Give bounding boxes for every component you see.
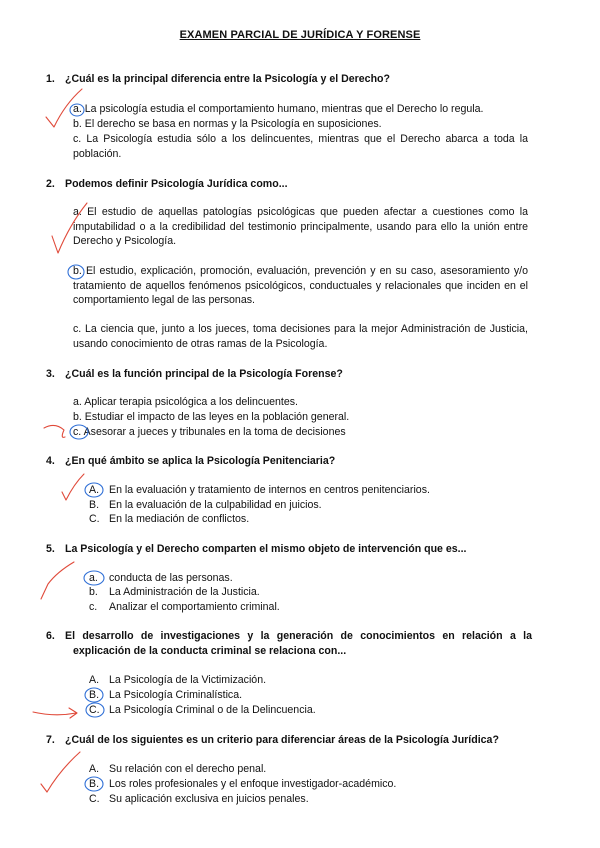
option-letter: A.: [89, 484, 100, 496]
option-letter: c.: [89, 601, 98, 613]
option-text: Los roles profesionales y el enfoque investigador-académico.: [109, 778, 397, 790]
option-text: Su relación con el derecho penal.: [109, 763, 267, 775]
question-3: [46, 367, 532, 382]
question-text: Podemos definir Psicología Jurídica como...: [65, 178, 288, 190]
option-letter: C.: [89, 704, 100, 716]
option-text: La Psicología de la Victimización.: [109, 674, 267, 686]
option-letter: B.: [89, 689, 100, 701]
question-text: ¿En qué ámbito se aplica la Psicología Penitenciaria?: [65, 455, 336, 467]
check-mark-icon: [41, 562, 74, 599]
question-6-option-b[interactable]: [89, 688, 549, 703]
question-4-option-b[interactable]: [89, 498, 549, 513]
question-number: 2.: [46, 178, 55, 190]
option-letter: b.: [89, 586, 98, 598]
option-letter: A.: [89, 763, 100, 775]
question-6-option-c[interactable]: [89, 703, 549, 718]
question-number: 5.: [46, 543, 55, 555]
question-number: 6.: [46, 630, 55, 642]
question-1-option-b[interactable]: b. El derecho se basa en normas y la Psicología en suposiciones.: [73, 118, 382, 130]
question-number: 1.: [46, 73, 55, 85]
question-3-option-a[interactable]: a. Aplicar terapia psicológica a los delincuentes.: [73, 396, 298, 408]
option-text: La Psicología Criminal o de la Delincuencia.: [109, 704, 316, 716]
option-text: Su aplicación exclusiva en juicios penales.: [109, 793, 309, 805]
exam-title: EXAMEN PARCIAL DE JURÍDICA Y FORENSE: [179, 29, 421, 41]
option-text: conducta de las personas.: [109, 572, 233, 584]
option-letter: a.: [89, 572, 98, 584]
question-text: ¿Cuál es la función principal de la Psicología Forense?: [65, 368, 343, 380]
option-letter: B.: [89, 499, 100, 511]
question-text: La Psicología y el Derecho comparten el mismo objeto de intervención que es...: [65, 543, 467, 555]
arrow-icon: [33, 708, 77, 718]
question-1: [46, 72, 532, 87]
option-text: La Administración de la Justicia.: [109, 586, 260, 598]
question-5: [46, 542, 532, 557]
question-4: [46, 454, 532, 469]
question-1-option-a[interactable]: a. La psicología estudia el comportamiento humano, mientras que el Derecho lo regula.: [73, 103, 484, 115]
question-7-option-a[interactable]: [89, 762, 549, 777]
question-5-option-a[interactable]: [89, 571, 549, 586]
question-2-option-a[interactable]: a. El estudio de aquellas patologías psicológicas que pueden afectar a cuestiones como la imputabilidad o a la credibilidad del testimonio principalmente, usando para ello la unión entre Derecho y Psicología.: [73, 206, 528, 248]
question-text: ¿Cuál de los siguientes es un criterio para diferenciar áreas de la Psicología Jurídica?: [65, 734, 499, 746]
question-7-option-b[interactable]: [89, 777, 549, 792]
question-text: ¿Cuál es la principal diferencia entre la Psicología y el Derecho?: [65, 73, 390, 85]
question-2: [46, 177, 532, 192]
question-1-option-c[interactable]: c. La Psicología estudia sólo a los delincuentes, mientras que el Derecho abarca a toda la población.: [73, 133, 528, 160]
option-text: En la evaluación y tratamiento de internos en centros penitenciarios.: [109, 484, 430, 496]
question-7: [46, 733, 532, 748]
question-5-option-b[interactable]: [89, 585, 549, 600]
question-6: [46, 629, 532, 644]
option-letter: C.: [89, 793, 100, 805]
question-2-option-b[interactable]: b. El estudio, explicación, promoción, evaluación, prevención y en su caso, asesoramiento y/o tratamiento de aquellos fenómenos psicológicos, conductuales y relacionales que inciden en el comportamiento legal de las personas.: [73, 265, 528, 307]
option-letter: C.: [89, 513, 100, 525]
option-text: Analizar el comportamiento criminal.: [109, 601, 280, 613]
check-mark-icon: [41, 752, 80, 792]
option-text: En la evaluación de la culpabilidad en juicios.: [109, 499, 322, 511]
question-number: 7.: [46, 734, 55, 746]
check-mark-icon: [44, 425, 65, 437]
question-number: 3.: [46, 368, 55, 380]
question-5-option-c[interactable]: [89, 600, 549, 615]
question-number: 4.: [46, 455, 55, 467]
question-3-option-c[interactable]: c. Asesorar a jueces y tribunales en la toma de decisiones: [73, 426, 346, 438]
check-mark-icon: [62, 474, 84, 500]
question-6-text-line-2: explicación de la conducta criminal se relaciona con...: [73, 645, 347, 657]
question-2-option-c[interactable]: c. La ciencia que, junto a los jueces, toma decisiones para la mejor Administración de Justicia, usando conocimiento de otras ramas de la Psicología.: [73, 323, 528, 350]
question-4-option-a[interactable]: [89, 483, 549, 498]
question-7-option-c[interactable]: [89, 792, 549, 807]
option-text: En la mediación de conflictos.: [109, 513, 250, 525]
question-6-option-a[interactable]: [89, 673, 549, 688]
option-letter: A.: [89, 674, 100, 686]
option-text: La Psicología Criminalística.: [109, 689, 243, 701]
question-4-option-c[interactable]: [89, 512, 549, 527]
question-text-line-1: El desarrollo de investigaciones y la generación de conocimientos en relación a la: [65, 630, 532, 642]
option-letter: B.: [89, 778, 100, 790]
question-3-option-b[interactable]: b. Estudiar el impacto de las leyes en la población general.: [73, 411, 350, 423]
